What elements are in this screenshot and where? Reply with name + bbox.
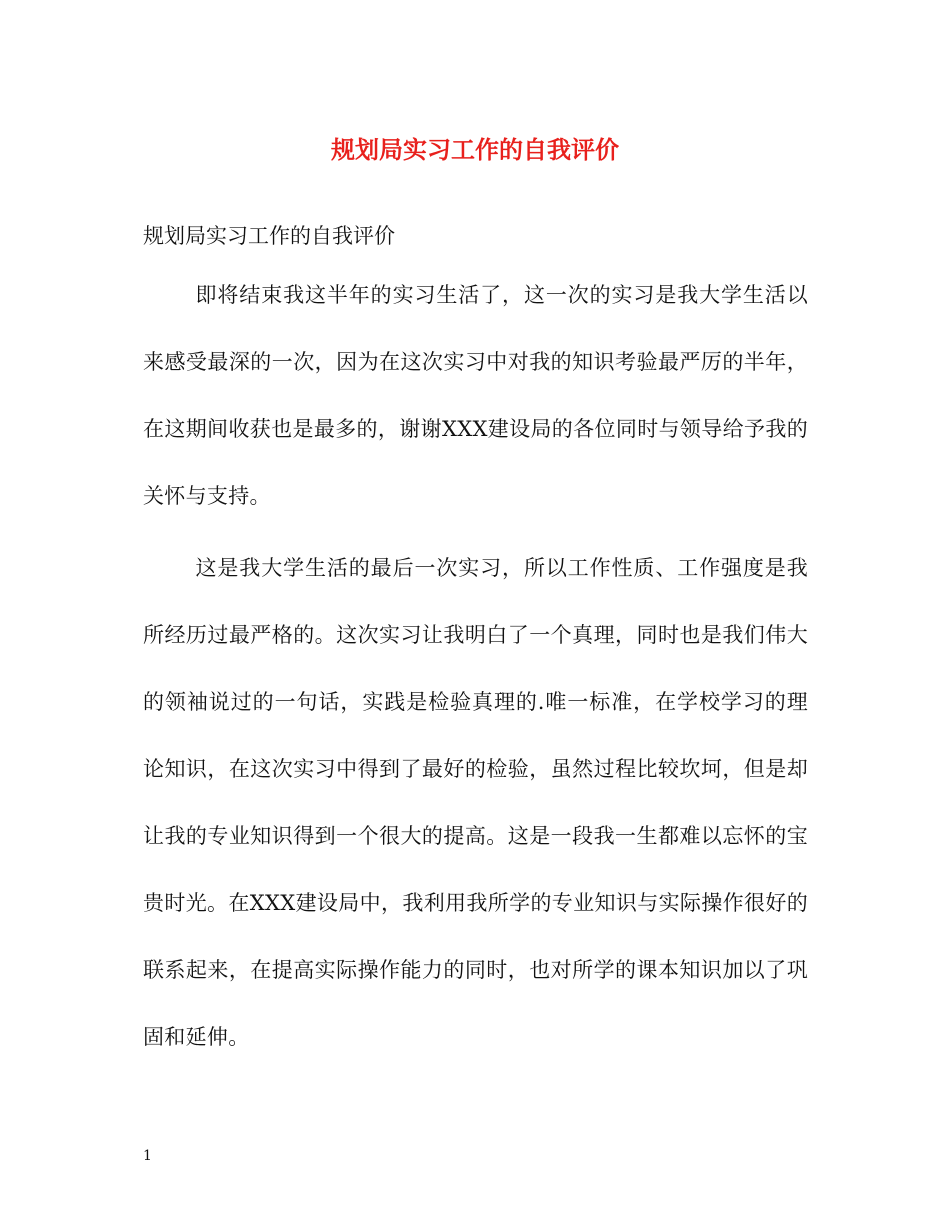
paragraph-2: 这是我大学生活的最后一次实习，所以工作性质、工作强度是我所经历过最严格的。这次实习让我明白了一个真理，同时也是我们伟大的领袖说过的一句话，实践是检验真理的.唯一标准，在学校学习的理论知识，在这次实习中得到了最好的检验，虽然过程比较坎坷，但是却让我的专业知识得到一个很大的提高。这是一段我一生都难以忘怀的宝贵时光。在XXX建设局中，我利用我所学的专业知识与实际操作很好的联系起来，在提高实际操作能力的同时，也对所学的课本知识加以了巩固和延伸。 [143, 556, 808, 1049]
page-number: 1 [143, 1148, 152, 1164]
document-body [143, 215, 808, 1071]
document-subtitle: 规划局实习工作的自我评价 [143, 224, 395, 248]
document-title: 规划局实习工作的自我评价 [331, 135, 619, 164]
paragraph-1: 即将结束我这半年的实习生活了，这一次的实习是我大学生活以来感受最深的一次，因为在这次实习中对我的知识考验最严厉的半年，在这期间收获也是最多的，谢谢XXX建设局的各位同时与领导给予我的关怀与支持。 [143, 283, 808, 508]
